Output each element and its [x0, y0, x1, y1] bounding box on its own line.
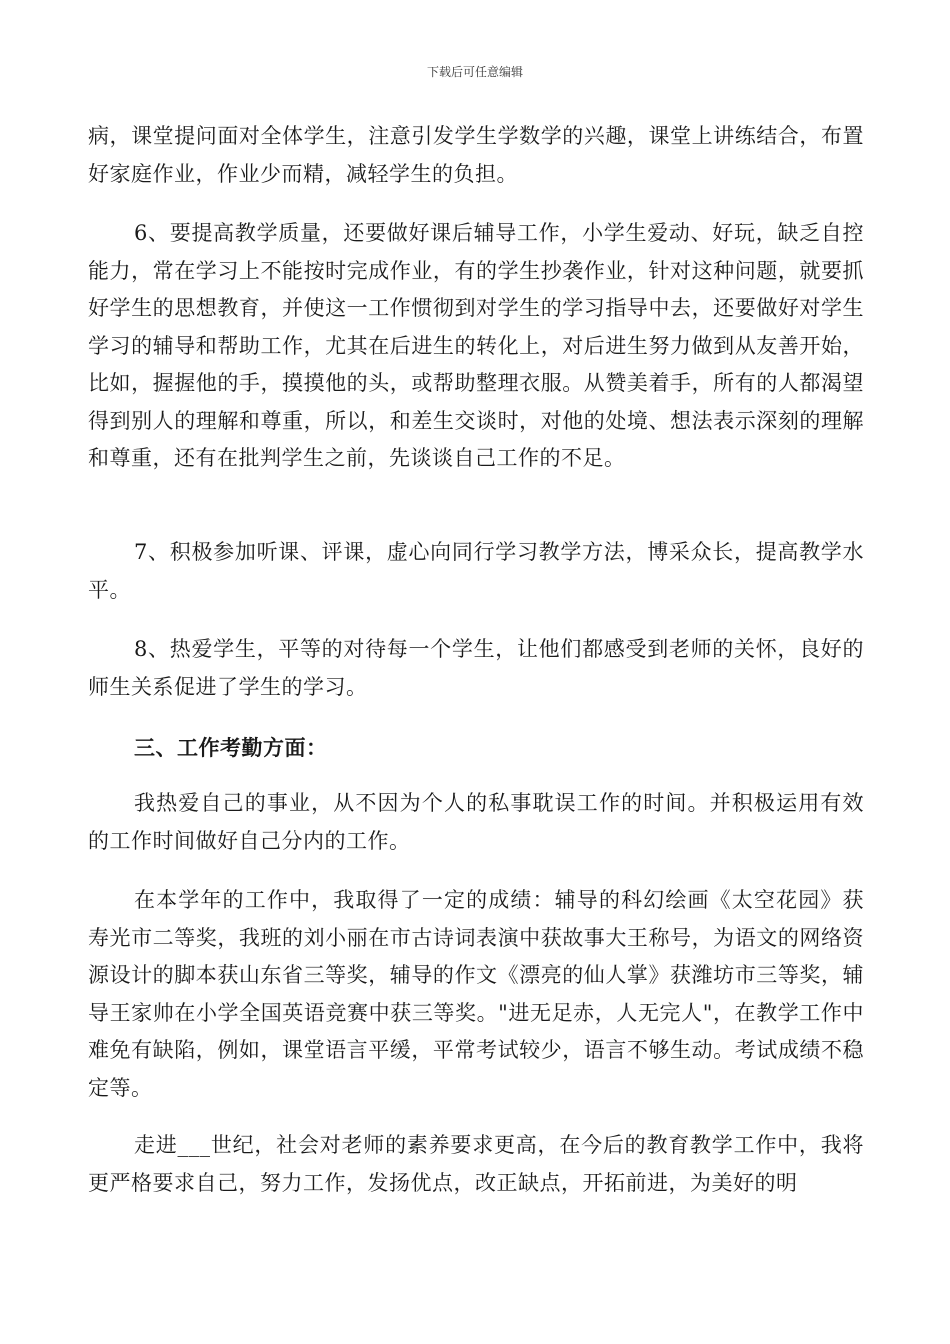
- paragraph-attendance: 我热爱自己的事业，从不因为个人的私事耽误工作的时间。并积极运用有效的工作时间做好自己分内的工作。: [88, 791, 864, 853]
- section-heading: 三、工作考勤方面：: [134, 735, 328, 760]
- paragraph-achievements: 在本学年的工作中，我取得了一定的成绩：辅导的科幻绘画《太空花园》获寿光市二等奖，我班的刘小丽在市古诗词表演中获故事大王称号，为语文的网络资源设计的脚本获山东省三等奖，辅导的作文《漂亮的仙人掌》获潍坊市三等奖，辅导王家帅在小学全国英语竞赛中获三等奖。"进无足赤，人无完人"，在教学工作中难免有缺陷，例如，课堂语言平缓，平常考试较少，语言不够生动。考试成绩不稳定等。: [88, 888, 864, 1100]
- paragraph-item-7: 7、积极参加听课、评课，虚心向同行学习教学方法，博采众长，提高教学水平。: [88, 540, 864, 602]
- paragraph-item-8: 8、热爱学生，平等的对待每一个学生，让他们都感受到老师的关怀，良好的师生关系促进了学生的学习。: [88, 637, 864, 699]
- paragraph-continuation: 病，课堂提问面对全体学生，注意引发学生学数学的兴趣，课堂上讲练结合，布置好家庭作业，作业少而精，减轻学生的负担。: [88, 124, 864, 186]
- paragraph-item-6: 6、要提高教学质量，还要做好课后辅导工作，小学生爱动、好玩，缺乏自控能力，常在学习上不能按时完成作业，有的学生抄袭作业，针对这种问题，就要抓好学生的思想教育，并使这一工作惯彻到对学生的学习指导中去，还要做好对学生学习的辅导和帮助工作，尤其在后进生的转化上，对后进生努力做到从友善开始，比如，握握他的手，摸摸他的头，或帮助整理衣服。从赞美着手，所有的人都渴望得到别人的理解和尊重，所以，和差生交谈时，对他的处境、想法表示深刻的理解和尊重，还有在批判学生之前，先谈谈自己工作的不足。: [88, 221, 864, 470]
- page-header: 下载后可任意编辑: [426, 65, 523, 79]
- paragraph-outlook: 走进___世纪，社会对老师的素养要求更高，在今后的教育教学工作中，我将更严格要求自己，努力工作，发扬优点，改正缺点，开拓前进，为美好的明: [88, 1133, 864, 1195]
